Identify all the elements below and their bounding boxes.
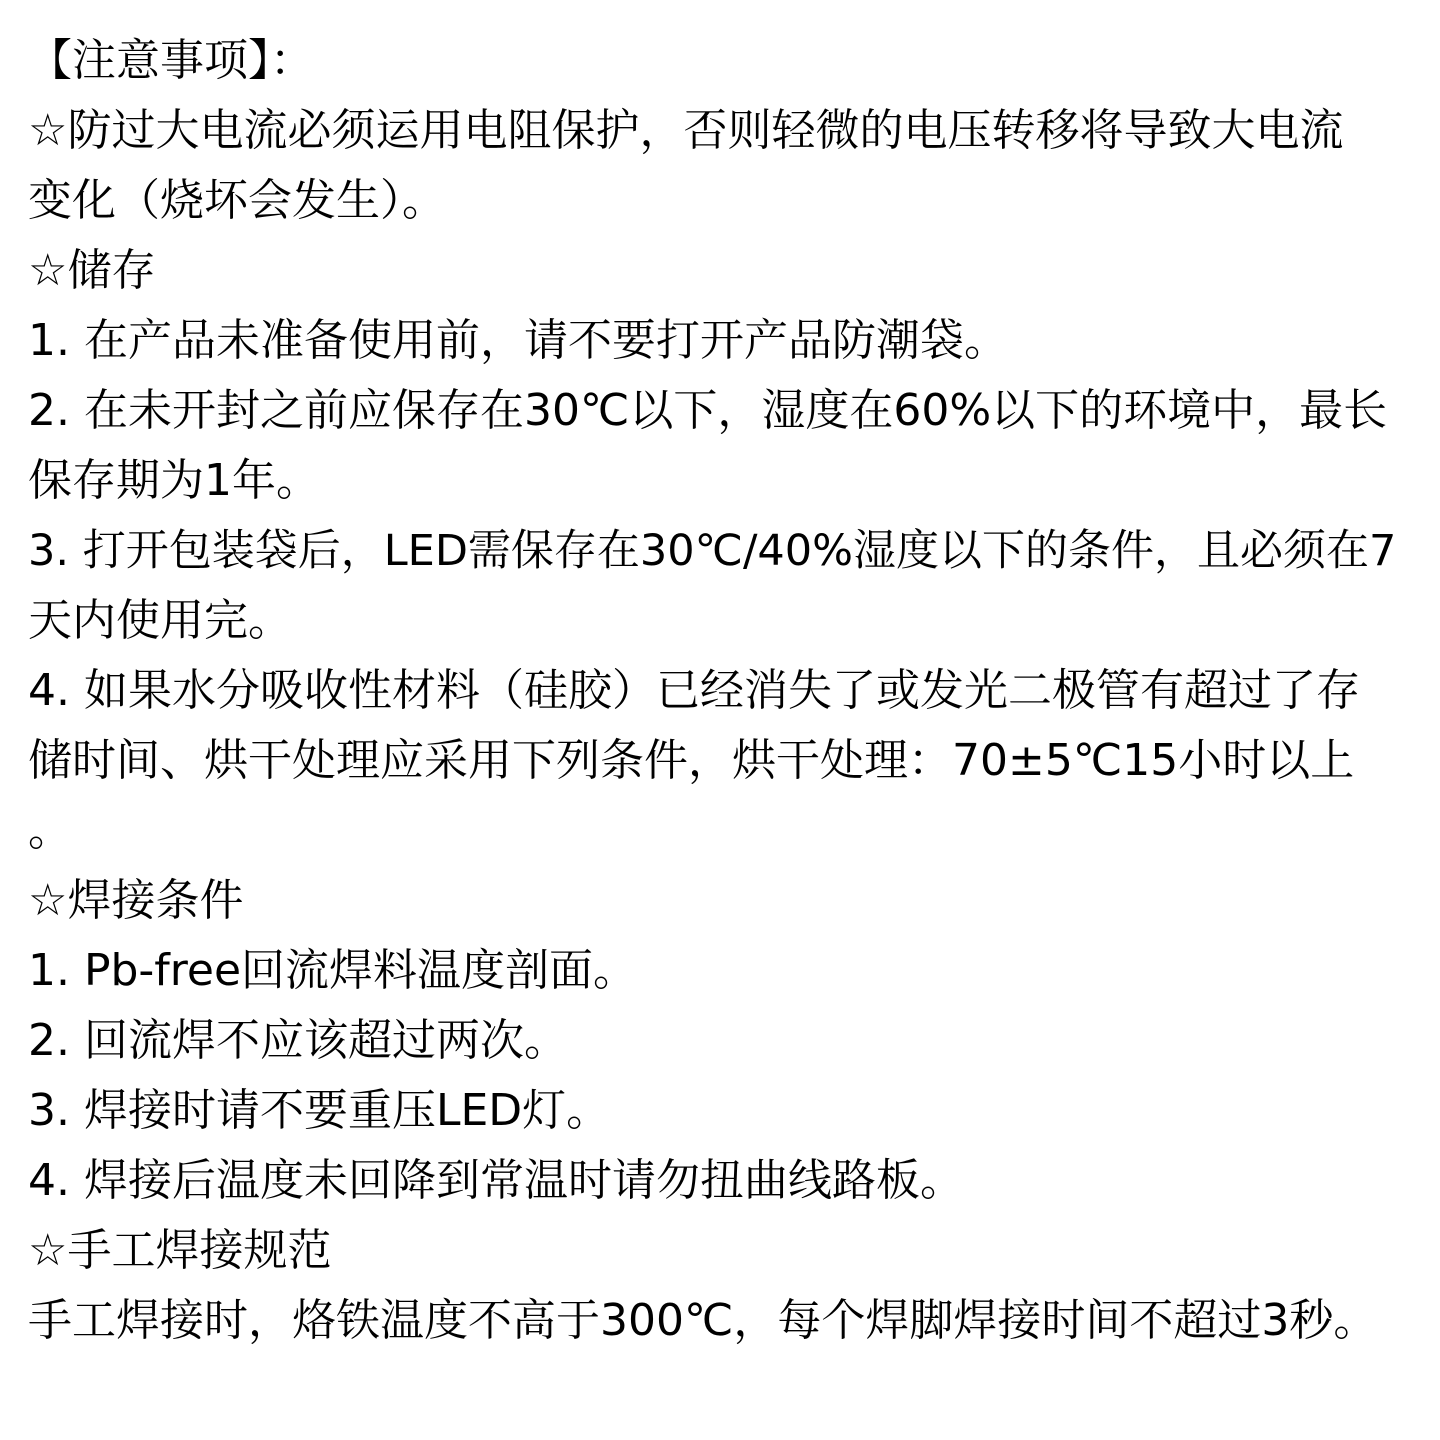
- overcurrent-warning-line-1: ☆防过大电流必须运用电阻保护，否则轻微的电压转移将导致大电流: [28, 105, 1344, 156]
- notice-document: [28, 26, 1418, 1356]
- storage-heading: ☆储存: [28, 245, 156, 296]
- storage-item-4-line-3: 。: [28, 805, 72, 856]
- soldering-item-1: 1. Pb-free回流焊料温度剖面。: [28, 945, 638, 996]
- soldering-item-3: 3. 焊接时请不要重压LED灯。: [28, 1085, 611, 1136]
- hand-soldering-heading: ☆手工焊接规范: [28, 1225, 332, 1276]
- storage-item-4-line-2: 储时间、烘干处理应采用下列条件，烘干处理：70±5℃15小时以上: [28, 735, 1355, 786]
- storage-item-2-line-1: 2. 在未开封之前应保存在30℃以下，湿度在60%以下的环境中，最长: [28, 385, 1388, 436]
- overcurrent-warning-line-2: 变化（烧坏会发生）。: [28, 175, 446, 226]
- storage-item-1: 1. 在产品未准备使用前，请不要打开产品防潮袋。: [28, 315, 1008, 366]
- storage-item-3-line-1: 3. 打开包装袋后，LED需保存在30℃/40%湿度以下的条件，且必须在7: [28, 526, 1397, 576]
- soldering-heading: ☆焊接条件: [28, 875, 244, 926]
- storage-item-2-line-2: 保存期为1年。: [28, 455, 320, 506]
- hand-soldering-spec: 手工焊接时，烙铁温度不高于300℃，每个焊脚焊接时间不超过3秒。: [28, 1295, 1378, 1346]
- notice-heading: 【注意事项】：: [28, 35, 314, 86]
- soldering-item-4: 4. 焊接后温度未回降到常温时请勿扭曲线路板。: [28, 1155, 964, 1206]
- soldering-item-2: 2. 回流焊不应该超过两次。: [28, 1015, 568, 1066]
- storage-item-3-line-2: 天内使用完。: [28, 595, 292, 646]
- storage-item-4-line-1: 4. 如果水分吸收性材料（硅胶）已经消失了或发光二极管有超过了存: [28, 665, 1360, 716]
